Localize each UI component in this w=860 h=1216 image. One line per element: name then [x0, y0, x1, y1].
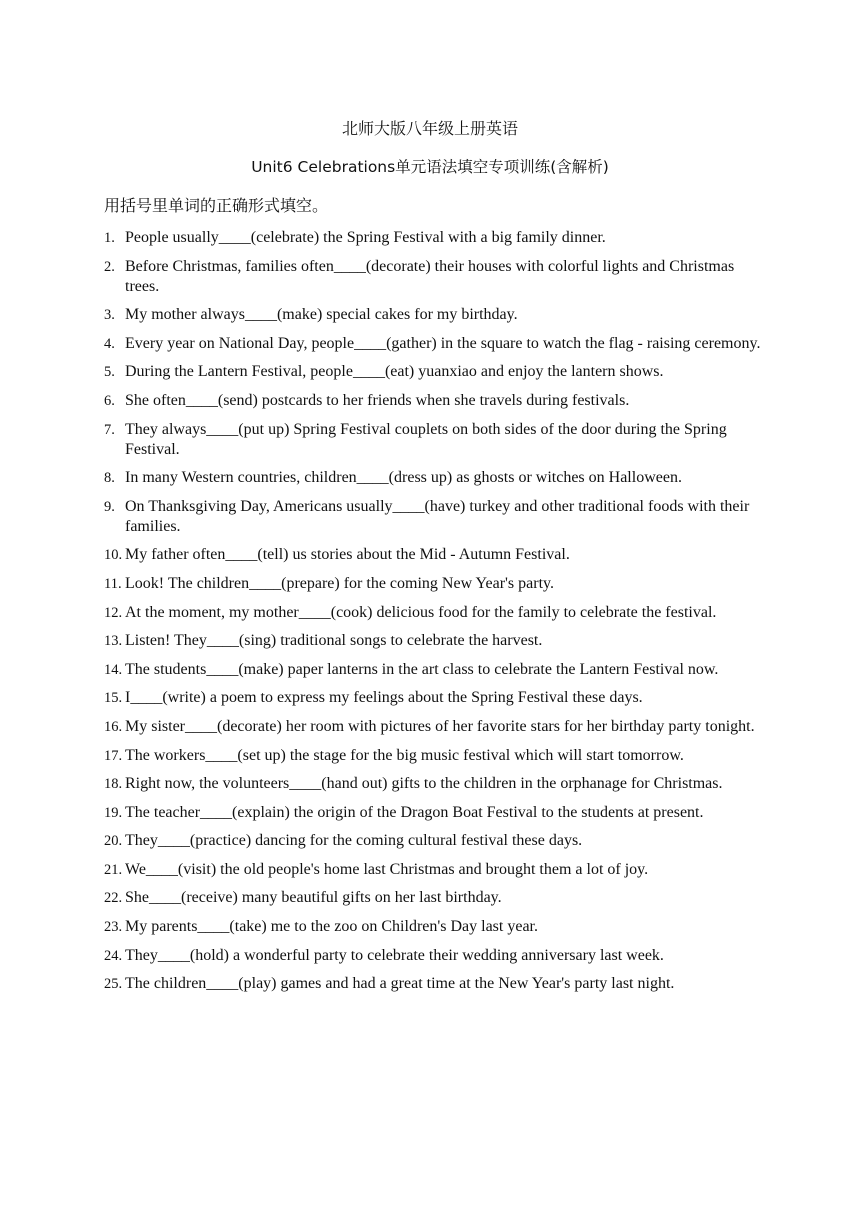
- document-title: 北师大版八年级上册英语: [341, 119, 518, 138]
- question-number: 9.: [104, 498, 115, 515]
- question-item: [104, 688, 764, 708]
- question-text: We____(visit) the old people's home last Christmas and brought them a lot of joy.: [125, 860, 649, 878]
- question-item: [104, 334, 764, 354]
- question-item: [104, 574, 764, 594]
- question-item: [104, 860, 764, 880]
- question-text: My parents____(take) me to the zoo on Children's Day last year.: [125, 918, 538, 936]
- question-number: 21.: [104, 861, 123, 878]
- question-number: 23.: [104, 919, 123, 936]
- question-number: 13.: [104, 633, 123, 650]
- question-text: Listen! They____(sing) traditional songs to celebrate the harvest.: [125, 632, 543, 650]
- question-text: I____(write) a poem to express my feelings about the Spring Festival these days.: [125, 689, 643, 707]
- question-number: 19.: [104, 804, 123, 821]
- question-text: People usually____(celebrate) the Spring Festival with a big family dinner.: [125, 229, 606, 246]
- question-number: 6.: [104, 392, 115, 409]
- question-item: [104, 746, 764, 766]
- question-text: She____(receive) many beautiful gifts on her last birthday.: [125, 889, 502, 907]
- question-number: 12.: [104, 604, 123, 621]
- question-text: Before Christmas, families often____(decorate) their houses with colorful lights and Christmas trees.: [125, 257, 735, 295]
- question-text: My sister____(decorate) her room with pictures of her favorite stars for her birthday party tonight.: [125, 717, 755, 735]
- question-text: The children____(play) games and had a great time at the New Year's party last night.: [125, 975, 675, 993]
- question-number: 25.: [104, 976, 123, 993]
- question-item: [104, 305, 764, 325]
- question-number: 7.: [104, 421, 115, 438]
- question-number: 5.: [104, 364, 115, 381]
- question-text: At the moment, my mother____(cook) delicious food for the family to celebrate the festival.: [125, 603, 717, 621]
- question-number: 22.: [104, 890, 123, 907]
- question-item: [104, 257, 764, 297]
- question-text: The workers____(set up) the stage for the big music festival which will start tomorrow.: [125, 746, 684, 764]
- question-item: [104, 717, 764, 737]
- exercise-instruction: 用括号里单词的正确形式填空。: [104, 196, 329, 215]
- question-text: During the Lantern Festival, people____(eat) yuanxiao and enjoy the lantern shows.: [125, 363, 664, 381]
- question-text: They____(practice) dancing for the coming cultural festival these days.: [125, 832, 583, 850]
- question-number: 24.: [104, 947, 123, 964]
- question-item: [104, 631, 764, 651]
- question-number: 16.: [104, 718, 123, 735]
- question-number: 15.: [104, 690, 123, 707]
- question-number: 18.: [104, 776, 123, 793]
- question-number: 20.: [104, 833, 123, 850]
- question-number: 1.: [104, 230, 115, 246]
- question-text: The teacher____(explain) the origin of the Dragon Boat Festival to the students at present.: [125, 803, 704, 821]
- question-text: My mother always____(make) special cakes for my birthday.: [125, 306, 518, 324]
- question-item: [104, 468, 764, 488]
- question-item: [104, 545, 764, 565]
- question-item: [104, 888, 764, 908]
- question-item: [104, 946, 764, 966]
- question-number: 4.: [104, 335, 115, 352]
- question-number: 8.: [104, 470, 115, 487]
- question-number: 2.: [104, 258, 115, 275]
- question-number: 17.: [104, 747, 123, 764]
- question-text: They____(hold) a wonderful party to celebrate their wedding anniversary last week.: [125, 946, 664, 964]
- question-text: My father often____(tell) us stories about the Mid - Autumn Festival.: [125, 546, 570, 564]
- question-item: [104, 974, 764, 994]
- question-text: In many Western countries, children____(dress up) as ghosts or witches on Halloween.: [125, 469, 682, 487]
- question-item: [104, 660, 764, 680]
- question-item: [104, 362, 764, 382]
- question-text: On Thanksgiving Day, Americans usually____(have) turkey and other traditional foods with their families.: [125, 497, 750, 535]
- question-list: [104, 228, 764, 1003]
- question-item: [104, 917, 764, 937]
- question-text: She often____(send) postcards to her friends when she travels during festivals.: [125, 391, 630, 409]
- document-subtitle: Unit6 Celebrations单元语法填空专项训练(含解析): [251, 158, 609, 176]
- question-number: 14.: [104, 661, 123, 678]
- question-item: [104, 497, 764, 537]
- question-text: Look! The children____(prepare) for the coming New Year's party.: [125, 574, 554, 592]
- question-number: 10.: [104, 547, 123, 564]
- question-item: [104, 831, 764, 851]
- question-text: They always____(put up) Spring Festival couplets on both sides of the door during the Spring Festival.: [125, 420, 727, 458]
- question-item: [104, 420, 764, 460]
- question-text: Right now, the volunteers____(hand out) gifts to the children in the orphanage for Christmas.: [125, 775, 723, 793]
- question-number: 3.: [104, 307, 115, 324]
- question-item: [104, 391, 764, 411]
- question-item: [104, 228, 764, 248]
- question-item: [104, 803, 764, 823]
- question-number: 11.: [104, 575, 122, 592]
- question-item: [104, 774, 764, 794]
- question-text: The students____(make) paper lanterns in the art class to celebrate the Lantern Festival now.: [125, 660, 719, 678]
- question-text: Every year on National Day, people____(gather) in the square to watch the flag - raising ceremony.: [125, 334, 761, 352]
- question-item: [104, 603, 764, 623]
